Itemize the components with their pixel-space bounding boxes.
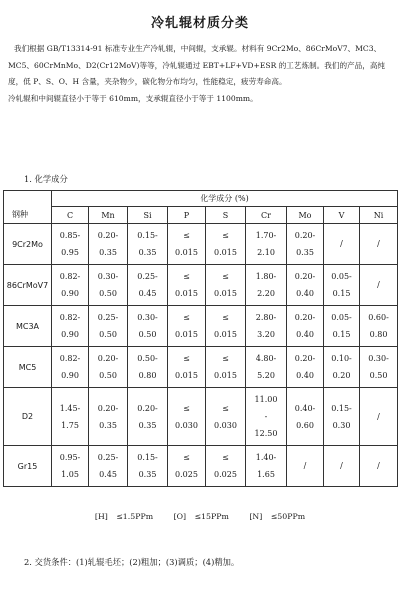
table-cell xyxy=(52,388,89,446)
table-cell xyxy=(168,446,206,487)
cell-value: 2.10 xyxy=(257,248,275,257)
table-cell xyxy=(360,347,398,388)
intro-text xyxy=(8,41,394,107)
table-cell xyxy=(206,388,246,446)
group-header: 化学成分 (%) xyxy=(52,191,398,207)
cell-value: 0.30- xyxy=(368,354,389,363)
intro-paragraph-1: 我们根据 GB/T13314-91 标准专业生产冷轧辊，中间辊，支承辊。材料有 9Cr2Mo、86CrMoV7、MC3、MC5、60CrMnMo、D2(Cr12MoV)等等，冷轧辊通过 EBT+LF+VD+ESR 的工艺炼制。我们的产品，高纯度，低 P、S、O、H 含量，夹杂物少，碳化物分布均匀，性能稳定，疲劳寿命高。 xyxy=(8,44,386,86)
table-cell xyxy=(168,265,206,306)
cell-value: 0.015 xyxy=(214,371,237,380)
grade-cell: MC3A xyxy=(4,306,52,347)
cell-value: 0.015 xyxy=(175,289,198,298)
blank-header-cell xyxy=(4,191,52,207)
cell-value: 0.30 xyxy=(332,420,351,430)
cell-value: 0.45 xyxy=(138,289,157,298)
table-cell xyxy=(89,347,128,388)
cell-value: ≤ xyxy=(222,354,229,363)
cell-value: 0.20- xyxy=(97,403,119,413)
cell-value: 0.15- xyxy=(137,453,158,462)
cell-value: 0.95- xyxy=(59,453,81,462)
cell-value: / xyxy=(377,280,380,289)
cell-value: 0.030 xyxy=(175,420,198,430)
cell-value: 0.35 xyxy=(138,470,157,479)
table-cell xyxy=(128,265,168,306)
table-row xyxy=(4,388,398,446)
cell-value: 0.25- xyxy=(137,272,158,281)
cell-value: 0.05- xyxy=(331,272,352,281)
table-cell xyxy=(246,347,287,388)
cell-value: 0.80 xyxy=(369,330,388,339)
table-cell xyxy=(89,446,128,487)
cell-value: 0.82- xyxy=(59,313,81,322)
table-cell xyxy=(206,446,246,487)
cell-value: 0.015 xyxy=(175,248,198,257)
cell-value: 0.82- xyxy=(59,354,81,363)
cell-value: ≤ xyxy=(183,231,190,240)
cell-value: 0.30- xyxy=(137,313,158,322)
cell-value: 0.90 xyxy=(61,289,79,298)
cell-value: 0.20 xyxy=(332,371,351,380)
table-cell xyxy=(128,224,168,265)
cell-value: 2.20 xyxy=(257,289,275,298)
cell-value: 0.85- xyxy=(59,231,81,240)
cell-value: 0.25- xyxy=(97,313,119,322)
cell-value: 0.35 xyxy=(138,420,157,430)
table-row xyxy=(4,306,398,347)
cell-value: / xyxy=(303,461,307,470)
cell-value: 0.50 xyxy=(369,371,388,380)
cell-value: ≤ xyxy=(183,354,190,363)
cell-value: 0.015 xyxy=(214,289,237,298)
section-heading-delivery: 2. 交货条件：(1)轧辊毛坯；(2)粗加；(3)调质；(4)精加。 xyxy=(24,557,240,567)
table-cell xyxy=(206,347,246,388)
table-cell xyxy=(360,265,398,306)
footnote-oxygen: [O] ≤15PPm xyxy=(173,512,229,521)
table-cell xyxy=(360,224,398,265)
table-cell xyxy=(206,224,246,265)
cell-value: 0.50 xyxy=(99,330,117,339)
table-cell xyxy=(128,446,168,487)
table-cell xyxy=(168,306,206,347)
cell-value: 0.60 xyxy=(296,420,314,430)
table-cell xyxy=(168,347,206,388)
table-cell xyxy=(287,306,324,347)
cell-value: 0.45 xyxy=(99,470,117,479)
cell-value: 0.025 xyxy=(214,470,237,479)
table-cell xyxy=(246,306,287,347)
cell-value: - xyxy=(264,412,268,421)
column-header: Mo xyxy=(287,207,324,224)
cell-value: 0.50 xyxy=(99,289,117,298)
cell-value: 1.65 xyxy=(257,470,275,479)
cell-value: 0.025 xyxy=(175,470,198,479)
cell-value: 0.35 xyxy=(99,248,117,257)
table-cell xyxy=(246,265,287,306)
cell-value: 0.05- xyxy=(331,313,352,322)
grade-cell: 86CrMoV7 xyxy=(4,265,52,306)
table-cell xyxy=(324,224,360,265)
table-cell xyxy=(324,306,360,347)
cell-value: 0.20- xyxy=(97,231,119,240)
table-cell xyxy=(89,224,128,265)
impurity-footnote xyxy=(0,512,400,521)
cell-value: ≤ xyxy=(183,272,190,281)
table-cell xyxy=(246,446,287,487)
table-cell xyxy=(246,224,287,265)
column-header: Cr xyxy=(246,207,287,224)
cell-value: 5.20 xyxy=(257,371,275,380)
cell-value: 0.030 xyxy=(214,420,237,430)
cell-value: 0.15 xyxy=(332,289,351,298)
table-cell xyxy=(246,388,287,446)
cell-value: 0.20- xyxy=(294,272,316,281)
table-row xyxy=(4,265,398,306)
cell-value: 4.80- xyxy=(255,354,277,363)
column-header: V xyxy=(324,207,360,224)
cell-value: / xyxy=(377,412,380,421)
footnote-nitrogen: [N] ≤50PPm xyxy=(249,512,306,521)
table-row xyxy=(4,347,398,388)
cell-value: 0.40 xyxy=(296,289,314,298)
cell-value: / xyxy=(340,461,343,470)
cell-value: 0.10- xyxy=(331,354,352,363)
cell-value: 2.80- xyxy=(255,313,277,322)
table-cell xyxy=(324,446,360,487)
cell-value: 1.70- xyxy=(255,231,277,240)
column-header: C xyxy=(52,207,89,224)
table-row xyxy=(4,446,398,487)
cell-value: 0.35 xyxy=(296,248,314,257)
cell-value: 11.00 xyxy=(254,395,278,404)
table-cell xyxy=(52,224,89,265)
table-cell xyxy=(324,388,360,446)
cell-value: ≤ xyxy=(222,453,229,462)
footnote-hydrogen: [H] ≤1.5PPm xyxy=(94,512,154,521)
table-cell xyxy=(52,446,89,487)
table-row xyxy=(4,224,398,265)
cell-value: / xyxy=(377,239,380,248)
cell-value: 0.50 xyxy=(99,371,117,380)
cell-value: ≤ xyxy=(183,453,190,462)
table-cell xyxy=(168,388,206,446)
cell-value: 0.60- xyxy=(368,313,389,322)
cell-value: 0.95 xyxy=(61,248,79,257)
cell-value: 0.40 xyxy=(296,330,314,339)
table-cell xyxy=(89,265,128,306)
column-header: P xyxy=(168,207,206,224)
table-cell xyxy=(287,265,324,306)
cell-value: 0.82- xyxy=(59,272,81,281)
cell-value: 0.30- xyxy=(97,272,119,281)
table-cell xyxy=(287,224,324,265)
cell-value: 0.40 xyxy=(296,371,314,380)
cell-value: 0.015 xyxy=(175,371,198,380)
grade-cell: Gr15 xyxy=(4,446,52,487)
cell-value: ≤ xyxy=(183,403,190,413)
section-heading-chemical: 1. 化学成分 xyxy=(24,174,68,184)
table-cell xyxy=(89,306,128,347)
cell-value: 0.40- xyxy=(294,403,316,413)
cell-value: 0.35 xyxy=(99,420,117,430)
table-cell xyxy=(287,446,324,487)
column-header: Si xyxy=(128,207,168,224)
composition-table xyxy=(3,190,398,487)
cell-value: 0.20- xyxy=(137,403,158,413)
cell-value: 0.15- xyxy=(137,231,158,240)
cell-value: / xyxy=(340,239,343,248)
grade-cell: MC5 xyxy=(4,347,52,388)
table-cell xyxy=(89,388,128,446)
table-cell xyxy=(324,265,360,306)
table-cell xyxy=(168,224,206,265)
cell-value: ≤ xyxy=(222,272,229,281)
column-header: S xyxy=(206,207,246,224)
cell-value: 0.15 xyxy=(332,330,351,339)
table-cell xyxy=(360,446,398,487)
cell-value: 0.20- xyxy=(294,231,316,240)
cell-value: 0.20- xyxy=(294,354,316,363)
cell-value: 0.50- xyxy=(137,354,158,363)
table-cell xyxy=(128,306,168,347)
column-header: Ni xyxy=(360,207,398,224)
cell-value: 0.15- xyxy=(331,403,352,413)
table-cell xyxy=(360,306,398,347)
cell-value: 1.80- xyxy=(255,272,277,281)
table-cell xyxy=(287,347,324,388)
cell-value: 3.20 xyxy=(257,330,275,339)
intro-paragraph-2: 冷轧辊和中间辊直径小于等于 610mm，支承辊直径小于等于 1100mm。 xyxy=(8,93,258,103)
cell-value: ≤ xyxy=(222,231,229,240)
cell-value: 0.90 xyxy=(61,371,79,380)
composition-table-wrapper xyxy=(3,190,397,487)
cell-value: 0.015 xyxy=(214,330,237,339)
cell-value: 0.80 xyxy=(138,371,157,380)
cell-value: / xyxy=(377,461,380,470)
cell-value: 0.90 xyxy=(61,330,79,339)
table-cell xyxy=(52,265,89,306)
cell-value: 0.50 xyxy=(138,330,157,339)
cell-value: 1.45- xyxy=(59,403,81,413)
cell-value: 0.25- xyxy=(97,453,119,462)
cell-value: 1.75 xyxy=(61,420,79,430)
table-cell xyxy=(324,347,360,388)
cell-value: 12.50 xyxy=(254,429,278,438)
grade-cell: D2 xyxy=(4,388,52,446)
grade-cell: 9Cr2Mo xyxy=(4,224,52,265)
table-cell xyxy=(206,265,246,306)
cell-value: 0.015 xyxy=(175,330,198,339)
cell-value: 1.40- xyxy=(255,453,277,462)
table-cell xyxy=(287,388,324,446)
cell-value: 0.20- xyxy=(294,313,316,322)
cell-value: 0.35 xyxy=(138,248,157,257)
cell-value: 1.05 xyxy=(61,470,79,479)
cell-value: ≤ xyxy=(183,313,190,322)
table-cell xyxy=(360,388,398,446)
table-cell xyxy=(52,347,89,388)
cell-value: 0.20- xyxy=(97,354,119,363)
grade-header: 钢种 xyxy=(4,207,52,224)
document-title: 冷轧辊材质分类 xyxy=(150,16,249,31)
table-cell xyxy=(206,306,246,347)
cell-value: ≤ xyxy=(222,313,229,322)
table-cell xyxy=(128,388,168,446)
cell-value: 0.015 xyxy=(214,248,237,257)
column-header: Mn xyxy=(89,207,128,224)
table-cell xyxy=(128,347,168,388)
cell-value: ≤ xyxy=(222,403,229,413)
table-cell xyxy=(52,306,89,347)
